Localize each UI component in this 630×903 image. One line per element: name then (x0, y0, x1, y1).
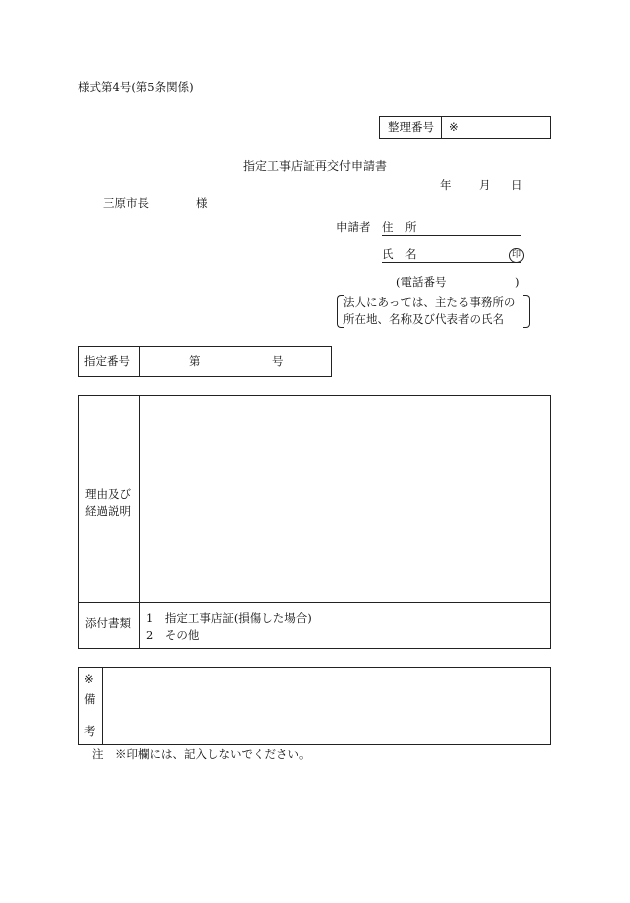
attachment-item: 1 指定工事店証(損傷した場合) (146, 611, 312, 625)
remarks-field[interactable] (104, 670, 548, 742)
phone-close: ) (515, 275, 520, 289)
applicant-label: 申請者 (336, 220, 371, 234)
seal-mark: 印 (509, 248, 524, 263)
designation-box (78, 346, 332, 377)
remarks-label-2: 考 (84, 724, 96, 738)
designation-label: 指定番号 (84, 354, 130, 368)
bracket-right (523, 295, 530, 328)
remarks-label-1: 備 (84, 692, 96, 706)
addressee-honorific: 様 (196, 196, 208, 210)
designation-dai: 第 (189, 354, 201, 368)
divider (79, 602, 550, 603)
divider (139, 396, 140, 648)
attachment-item: 2 その他 (146, 627, 200, 642)
divider (441, 117, 442, 138)
footer-note: 注 ※印欄には、記入しないでください。 (92, 747, 311, 761)
reason-table (78, 395, 551, 649)
reason-label (85, 486, 131, 519)
divider (139, 347, 140, 376)
seiri-number-box (379, 116, 551, 139)
reason-label-line1: 理由及び (85, 487, 131, 501)
reason-label-line2: 経過説明 (85, 503, 131, 518)
phone-label: (電話番号 (396, 275, 447, 289)
seiri-value[interactable]: ※ (449, 120, 459, 134)
page-title: 指定工事店証再交付申請書 (243, 159, 388, 173)
date-month[interactable]: 月 (479, 178, 491, 192)
designation-go: 号 (272, 354, 284, 368)
reason-field[interactable] (141, 398, 548, 600)
attachments-list (146, 610, 312, 643)
seiri-label: 整理番号 (388, 120, 434, 134)
form-number: 様式第4号(第5条関係) (78, 80, 194, 94)
attachments-label: 添付書類 (85, 616, 131, 630)
corp-note-line2: 所在地、名称及び代表者の氏名 (343, 312, 504, 326)
remarks-mark: ※ (84, 672, 94, 686)
divider (102, 668, 103, 744)
address-label: 住 所 (382, 220, 417, 234)
corp-note-line1: 法人にあっては、主たる事務所の (343, 295, 516, 309)
addressee-name: 三原市長 (103, 196, 149, 210)
name-field[interactable] (382, 262, 521, 263)
address-field[interactable] (382, 235, 521, 236)
name-label: 氏 名 (382, 247, 417, 261)
remarks-box (78, 667, 551, 745)
date-day[interactable]: 日 (511, 178, 523, 192)
date-year[interactable]: 年 (440, 178, 452, 192)
